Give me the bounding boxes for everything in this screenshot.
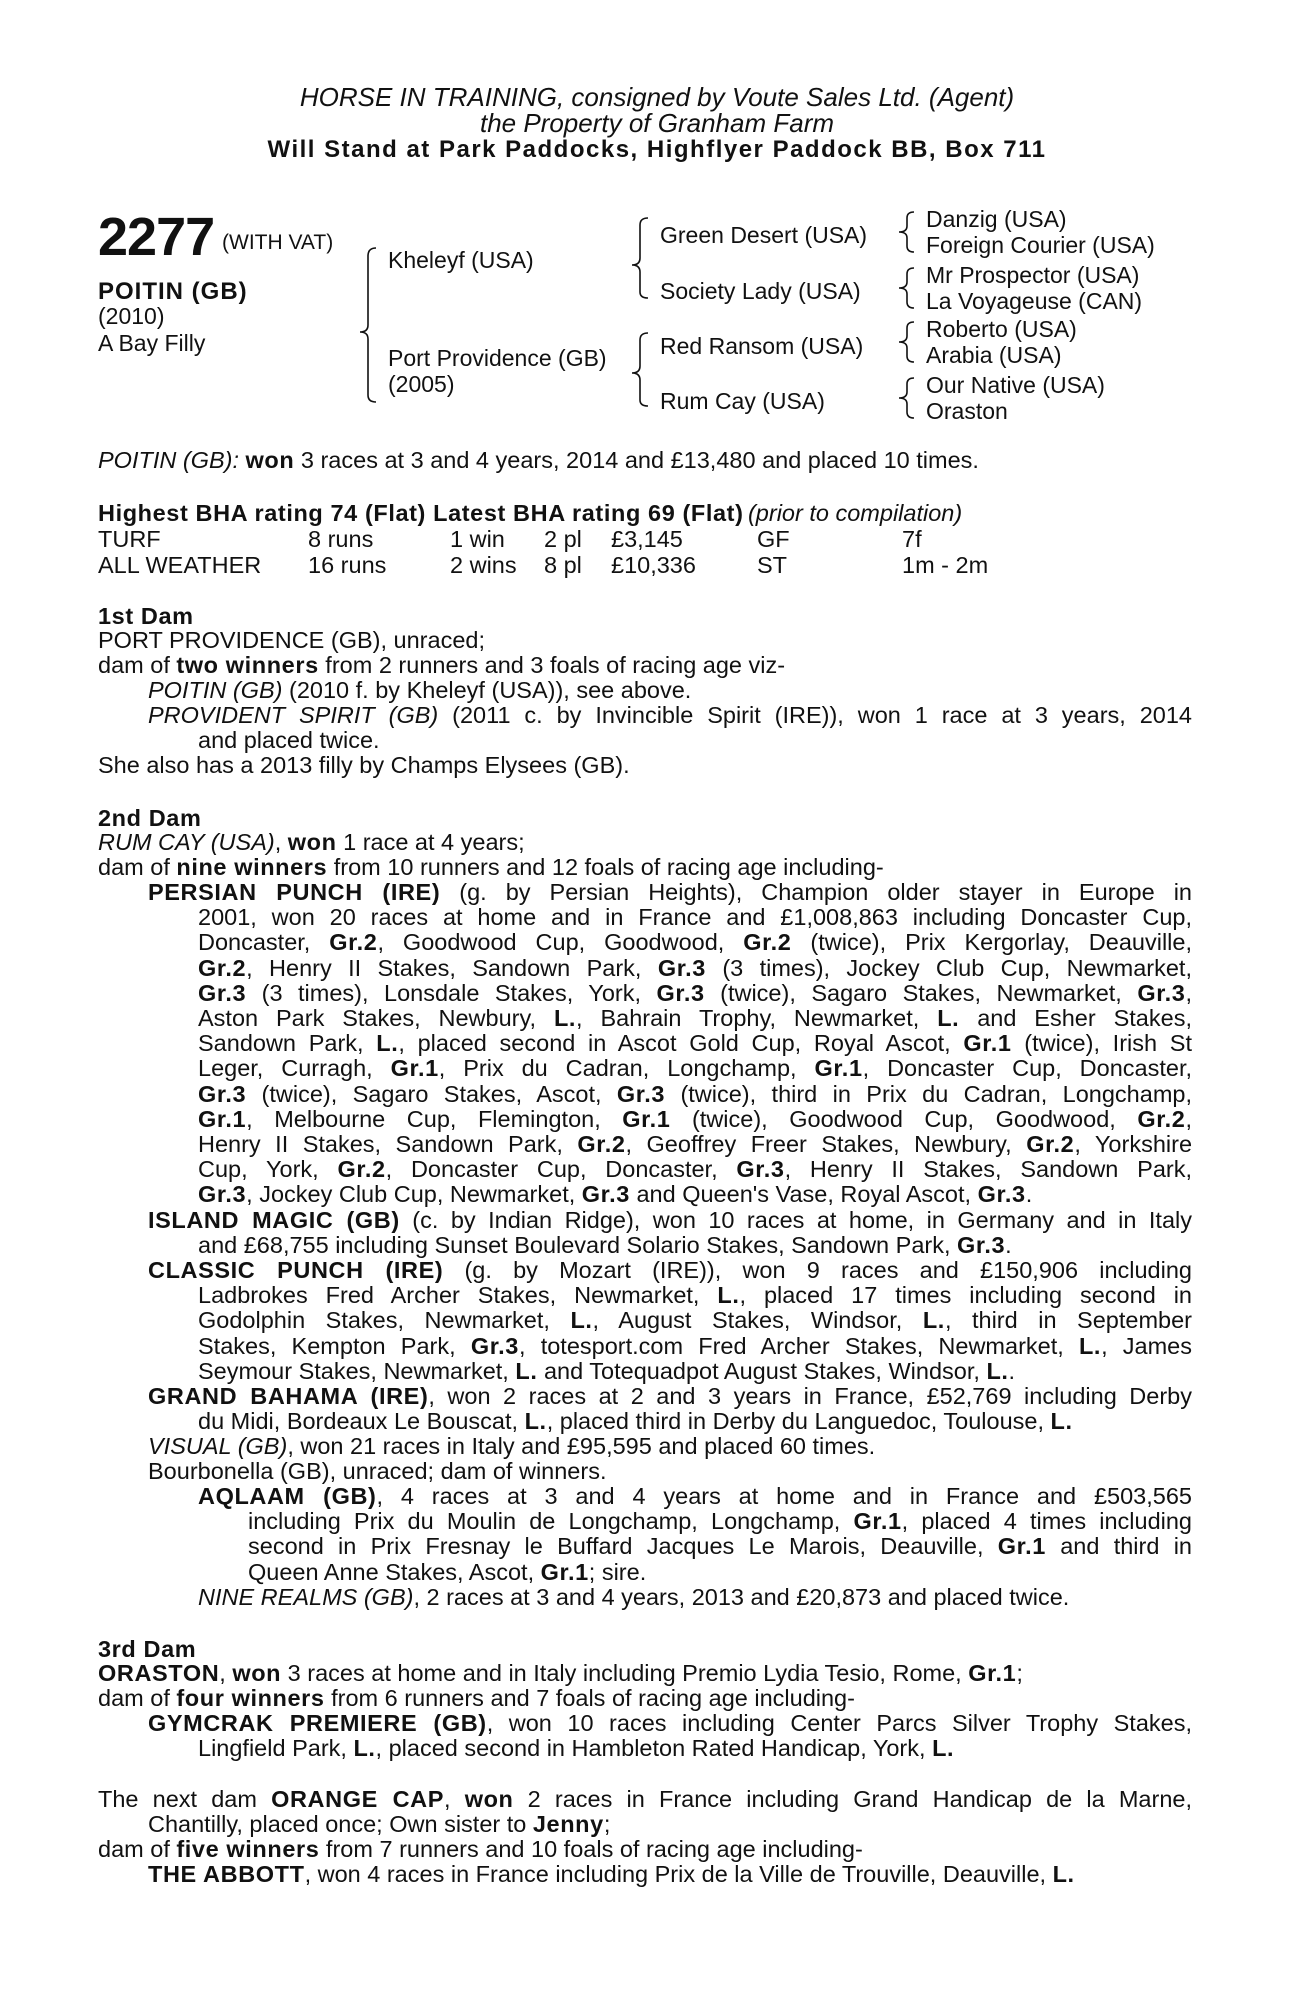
classic-punch-entry — [148, 1258, 1192, 1384]
text-line — [148, 1006, 1192, 1031]
turf-placed: 2 pl — [544, 526, 582, 552]
text-segment: Gr.3 — [198, 1080, 247, 1107]
text-segment: , Melbourne Cup, Flemington, — [246, 1105, 623, 1132]
vat-note: (WITH VAT) — [222, 231, 334, 254]
text-segment: Gr.3 — [977, 1181, 1026, 1208]
text-segment: (twice), Prix Kergorlay, Deauville, — [791, 929, 1192, 956]
text-segment: Gr.3 — [616, 1080, 666, 1107]
sire: Kheleyf (USA) — [388, 247, 534, 273]
text-line — [198, 1509, 1192, 1534]
nine-realms-entry: NINE REALMS (GB), 2 races at 3 and 4 years, 2013 and £20,873 and placed twice. — [198, 1584, 1070, 1610]
text-segment: , placed second in Hambleton Rated Handicap, York, — [375, 1735, 933, 1762]
text-line — [148, 1056, 1192, 1081]
turf-runs: 8 runs — [308, 526, 374, 552]
text-segment: Gr.2 — [1137, 1105, 1186, 1132]
text-segment: Cup, York, — [198, 1156, 338, 1183]
text-segment: Lingfield Park, — [198, 1735, 354, 1762]
text-segment: L. — [570, 1307, 593, 1334]
ds-parents-bracket — [899, 322, 914, 362]
text-segment: and Queen's Vase, Royal Ascot, — [629, 1181, 978, 1208]
text-segment: Gr.2 — [577, 1131, 626, 1158]
text-segment: Gr.3 — [198, 1181, 247, 1208]
text-segment: Gr.1 — [853, 1508, 902, 1535]
text-segment: Gr.2 — [743, 929, 792, 956]
text-segment: , won 2 races at 2 and 3 years in France, £52,769 including Derby — [428, 1383, 1192, 1409]
text-segment: , Henry II Stakes, Sandown Park, — [784, 1156, 1193, 1183]
text-segment: , Prix du Cadran, Longchamp, — [438, 1055, 815, 1082]
ss-parents-bracket — [899, 212, 914, 252]
text-line — [198, 1534, 1192, 1559]
text-segment: , Henry II Stakes, Sandown Park, — [246, 954, 658, 981]
bha-ratings: Highest BHA rating 74 (Flat) Latest BHA rating 69 (Flat) — [98, 500, 744, 526]
dam-parents-bracket — [632, 333, 648, 406]
text-segment: 2001, won 20 races at home and in France and £1,008,863 including Doncaster Cup, — [198, 904, 1192, 931]
text-segment: and third in — [1045, 1533, 1192, 1560]
dam-dam: Rum Cay (USA) — [660, 388, 825, 414]
text-segment: . — [1025, 1181, 1033, 1208]
aw-runs: 16 runs — [308, 552, 387, 578]
text-segment: Gr.3 — [656, 979, 705, 1006]
text-segment: (g. by Persian Heights), Champion older stayer in Europe in — [440, 879, 1192, 905]
turf-distance: 7f — [902, 526, 922, 552]
text-segment: , Yorkshire — [1074, 1131, 1193, 1158]
text-segment: , won 10 races including Center Parcs Silver Trophy Stakes, — [486, 1710, 1192, 1736]
horse-name: POITIN (GB) — [98, 278, 248, 305]
text-segment: Henry II Stakes, Sandown Park, — [198, 1131, 578, 1158]
text-segment: Gr.3 — [470, 1332, 519, 1359]
text-segment: L. — [376, 1030, 399, 1057]
visual-entry: VISUAL (GB), won 21 races in Italy and £95,595 and placed 60 times. — [148, 1433, 876, 1459]
first-dam-note: She also has a 2013 filly by Champs Elysees (GB). — [98, 752, 630, 778]
third-dam-produce-line: dam of four winners from 6 runners and 7 foals of racing age including- — [98, 1685, 855, 1711]
text-segment: PERSIAN PUNCH (IRE) — [148, 879, 441, 905]
text-segment: Ladbrokes Fred Archer Stakes, Newmarket, — [198, 1282, 718, 1309]
text-segment: (twice), Sagaro Stakes, Newmarket, — [704, 979, 1138, 1006]
text-segment: Gr.3 — [957, 1232, 1006, 1259]
text-segment: Aston Park Stakes, Newbury, — [198, 1005, 554, 1032]
text-segment: , totesport.com Fred Archer Stakes, Newmarket, — [518, 1332, 1079, 1359]
text-segment: L. — [1052, 1861, 1075, 1887]
text-line — [148, 1031, 1192, 1056]
text-line — [148, 1736, 1192, 1761]
text-segment: , placed second in Ascot Gold Cup, Royal Ascot, — [398, 1030, 964, 1057]
ratings-line — [98, 500, 962, 527]
text-segment: Gr.2 — [329, 929, 378, 956]
text-segment: L. — [717, 1282, 740, 1309]
text-segment: , — [1185, 979, 1192, 1006]
text-line — [148, 956, 1192, 981]
text-line — [198, 1484, 1192, 1509]
text-segment: L. — [515, 1357, 538, 1384]
text-segment: including Prix du Moulin de Longchamp, Longchamp, — [248, 1508, 854, 1535]
aqlaam-entry — [198, 1484, 1192, 1585]
text-segment: . — [1005, 1232, 1012, 1259]
second-dam-heading: 2nd Dam — [98, 805, 202, 831]
text-segment: Gr.1 — [814, 1055, 863, 1082]
text-line — [148, 1233, 1192, 1258]
text-segment: , placed 17 times including second in — [739, 1282, 1192, 1309]
text-segment: Gr.1 — [997, 1533, 1046, 1560]
text-segment: , Geoffrey Freer Stakes, Newbury, — [625, 1131, 1027, 1158]
text-segment: (twice), Goodwood Cup, Goodwood, — [670, 1105, 1138, 1132]
text-segment: second in Prix Fresnay le Buffard Jacques Le Marois, Deauville, — [248, 1533, 998, 1560]
second-dam-produce-line: dam of nine winners from 10 runners and 12 foals of racing age including- — [98, 854, 884, 880]
won-label: won — [245, 447, 295, 473]
text-segment: , won 4 races in France including Prix de la Ville de Trouville, Deauville, — [304, 1861, 1053, 1887]
text-line — [148, 1334, 1192, 1359]
text-segment: AQLAAM (GB) — [198, 1483, 377, 1509]
island-magic-entry — [148, 1208, 1192, 1258]
text-segment: Gr.3 — [736, 1156, 785, 1183]
second-dam-line: RUM CAY (USA), won 1 race at 4 years; — [98, 829, 525, 855]
text-line — [148, 1208, 1192, 1233]
dd-dam: Oraston — [926, 398, 1008, 424]
text-segment: Stakes, Kempton Park, — [198, 1332, 471, 1359]
turf-going: GF — [757, 526, 790, 552]
text-segment: Leger, Curragh, — [198, 1055, 391, 1082]
ds-sire: Roberto (USA) — [926, 316, 1077, 342]
text-segment: (3 times), Lonsdale Stakes, York, — [246, 979, 657, 1006]
text-line — [198, 1560, 1192, 1585]
text-segment: L. — [1078, 1332, 1102, 1359]
summary-horse-name: POITIN (GB) — [98, 447, 233, 473]
sire-parents-bracket — [632, 218, 648, 298]
text-segment: L. — [932, 1735, 955, 1762]
foaling-year: (2010) — [98, 303, 165, 329]
persian-punch-entry — [148, 880, 1192, 1208]
aw-wins: 2 wins — [450, 552, 517, 578]
first-dam-foal-1: POITIN (GB) (2010 f. by Kheleyf (USA)), see above. — [148, 677, 692, 703]
third-dam-heading: 3rd Dam — [98, 1636, 197, 1662]
text-segment: Gr.2 — [337, 1156, 386, 1183]
text-segment: Queen Anne Stakes, Ascot, — [248, 1558, 541, 1585]
text-segment: (twice), Irish St — [1011, 1030, 1192, 1057]
text-segment: (c. by Indian Ridge), won 10 races at home, in Germany and in Italy — [399, 1207, 1192, 1233]
text-line — [148, 1132, 1192, 1157]
first-dam-foal-2-cont: and placed twice. — [198, 727, 380, 753]
sire-sire: Green Desert (USA) — [660, 222, 868, 248]
text-segment: , third in September — [944, 1307, 1192, 1334]
first-dam-foal-2: PROVIDENT SPIRIT (GB) (2011 c. by Invincible Spirit (IRE)), won 1 race at 3 years, 2014 — [148, 702, 1192, 728]
turf-earnings: £3,145 — [611, 526, 683, 552]
text-segment: and £68,755 including Sunset Boulevard Solario Stakes, Sandown Park, — [198, 1232, 958, 1259]
text-segment: , August Stakes, Windsor, — [592, 1307, 923, 1334]
text-segment: THE ABBOTT — [148, 1861, 305, 1887]
text-segment: , Doncaster Cup, Doncaster, — [385, 1156, 737, 1183]
dam-sire: Red Ransom (USA) — [660, 333, 864, 359]
text-segment: GRAND BAHAMA (IRE) — [148, 1383, 429, 1409]
text-segment: (twice), Sagaro Stakes, Ascot, — [246, 1080, 617, 1107]
sd-sire: Mr Prospector (USA) — [926, 262, 1140, 288]
text-segment: and Esher Stakes, — [959, 1005, 1192, 1032]
text-segment: , Jockey Club Cup, Newmarket, — [246, 1181, 582, 1208]
text-segment: Gr.3 — [581, 1181, 630, 1208]
text-line — [148, 1157, 1192, 1182]
text-line — [148, 1359, 1192, 1384]
text-segment: L. — [353, 1735, 376, 1762]
horse-description: A Bay Filly — [98, 330, 206, 356]
text-segment: , placed third in Derby du Languedoc, Toulouse, — [546, 1408, 1051, 1435]
text-segment: L. — [1050, 1408, 1073, 1435]
first-dam-line: PORT PROVIDENCE (GB), unraced; — [98, 627, 485, 653]
the-abbott-entry — [148, 1862, 1192, 1887]
text-segment: Gr.1 — [622, 1105, 671, 1132]
text-segment: Doncaster, — [198, 929, 330, 956]
bourbonella-entry: Bourbonella (GB), unraced; dam of winners. — [148, 1458, 607, 1484]
text-line — [148, 880, 1192, 905]
text-segment: Gr.1 — [198, 1105, 247, 1132]
gymcrak-premiere-entry — [148, 1711, 1192, 1761]
text-segment: Gr.3 — [1137, 979, 1186, 1006]
text-line — [148, 1409, 1192, 1434]
text-segment: Gr.3 — [198, 979, 247, 1006]
header-consignor: HORSE IN TRAINING, consigned by Voute Sales Ltd. (Agent) — [299, 82, 1015, 112]
text-segment: , 4 races at 3 and 4 years at home and in France and £503,565 — [376, 1483, 1192, 1509]
text-segment: Godolphin Stakes, Newmarket, — [198, 1307, 571, 1334]
pedigree-brackets — [0, 0, 1314, 440]
dam: Port Providence (GB) — [388, 345, 607, 371]
text-line — [148, 930, 1192, 955]
text-segment: , — [1185, 1105, 1192, 1132]
aw-earnings: £10,336 — [611, 552, 696, 578]
sd-parents-bracket — [899, 268, 914, 308]
text-line — [148, 1283, 1192, 1308]
third-dam-line: ORASTON, won 3 races at home and in Italy including Premio Lydia Tesio, Rome, Gr.1; — [98, 1660, 1023, 1686]
text-segment: Sandown Park, — [198, 1030, 377, 1057]
text-segment: du Midi, Bordeaux Le Bouscat, — [198, 1408, 525, 1435]
text-segment: Gr.1 — [963, 1030, 1012, 1057]
surface-turf: TURF — [98, 526, 161, 552]
next-dam-line: The next dam ORANGE CAP, won 2 races in France including Grand Handicap de la Marne, — [98, 1786, 1192, 1812]
ratings-note: (prior to compilation) — [747, 500, 963, 526]
text-segment: (3 times), Jockey Club Cup, Newmarket, — [705, 954, 1192, 981]
text-line — [148, 1711, 1192, 1736]
aw-placed: 8 pl — [544, 552, 582, 578]
text-segment: L. — [524, 1408, 547, 1435]
text-line — [148, 905, 1192, 930]
text-segment: , Doncaster Cup, Doncaster, — [862, 1055, 1193, 1082]
text-segment: (g. by Mozart (IRE)), won 9 races and £150,906 including — [443, 1257, 1192, 1283]
text-segment: , James — [1101, 1332, 1192, 1359]
header-location: Will Stand at Park Paddocks, Highflyer Paddock BB, Box 711 — [267, 136, 1047, 163]
text-segment: ISLAND MAGIC (GB) — [148, 1207, 400, 1233]
text-segment: Gr.1 — [390, 1055, 439, 1082]
text-segment: Gr.2 — [198, 954, 247, 981]
text-line — [148, 1258, 1192, 1283]
text-segment: Seymour Stakes, Newmarket, — [198, 1357, 516, 1384]
text-segment: , Bahrain Trophy, Newmarket, — [576, 1005, 938, 1032]
aw-distance: 1m - 2m — [902, 552, 989, 578]
text-line — [148, 1862, 1192, 1887]
next-dam-line-2: Chantilly, placed once; Own sister to Jenny; — [148, 1811, 611, 1837]
text-segment: Gr.2 — [1026, 1131, 1075, 1158]
text-segment: and Totequadpot August Stakes, Windsor, — [537, 1357, 987, 1384]
turf-wins: 1 win — [450, 526, 505, 552]
text-line — [148, 1182, 1192, 1207]
aw-going: ST — [757, 552, 788, 578]
next-dam-produce-line: dam of five winners from 7 runners and 10 foals of racing age including- — [98, 1836, 863, 1862]
sire-dam: Society Lady (USA) — [660, 278, 861, 304]
first-dam-heading: 1st Dam — [98, 603, 194, 629]
text-segment: (twice), third in Prix du Cadran, Longchamp, — [665, 1080, 1192, 1107]
ss-sire: Danzig (USA) — [926, 206, 1067, 232]
ss-dam: Foreign Courier (USA) — [926, 232, 1155, 258]
surface-aw: ALL WEATHER — [98, 552, 262, 578]
lot-number: 2277 — [98, 207, 215, 267]
text-line — [148, 1082, 1192, 1107]
text-line — [148, 1107, 1192, 1132]
text-line — [148, 981, 1192, 1006]
text-segment: L. — [937, 1005, 960, 1032]
text-segment: , placed 4 times including — [901, 1508, 1193, 1535]
ds-dam: Arabia (USA) — [926, 342, 1062, 368]
text-segment: L. — [922, 1307, 945, 1334]
grand-bahama-entry — [148, 1384, 1192, 1434]
text-segment: Gr.1 — [540, 1558, 589, 1585]
text-line — [148, 1384, 1192, 1409]
text-segment: . — [1008, 1357, 1016, 1384]
text-line — [148, 1308, 1192, 1333]
sd-dam: La Voyageuse (CAN) — [926, 288, 1143, 314]
sire-dam-bracket — [360, 248, 376, 402]
text-segment: , Goodwood Cup, Goodwood, — [377, 929, 744, 956]
text-segment: L. — [986, 1357, 1009, 1384]
text-segment: ; sire. — [588, 1558, 647, 1585]
text-segment: L. — [553, 1005, 577, 1032]
header-property: the Property of Granham Farm — [479, 108, 835, 138]
dam-year: (2005) — [388, 371, 455, 397]
text-segment: GYMCRAK PREMIERE (GB) — [148, 1710, 487, 1736]
text-segment: Gr.3 — [657, 954, 706, 981]
dd-sire: Our Native (USA) — [926, 372, 1105, 398]
dd-parents-bracket — [899, 378, 914, 418]
first-dam-produce-line: dam of two winners from 2 runners and 3 foals of racing age viz- — [98, 652, 786, 678]
text-segment: CLASSIC PUNCH (IRE) — [148, 1257, 444, 1283]
race-summary: POITIN (GB): won 3 races at 3 and 4 years, 2014 and £13,480 and placed 10 times. — [98, 447, 979, 473]
